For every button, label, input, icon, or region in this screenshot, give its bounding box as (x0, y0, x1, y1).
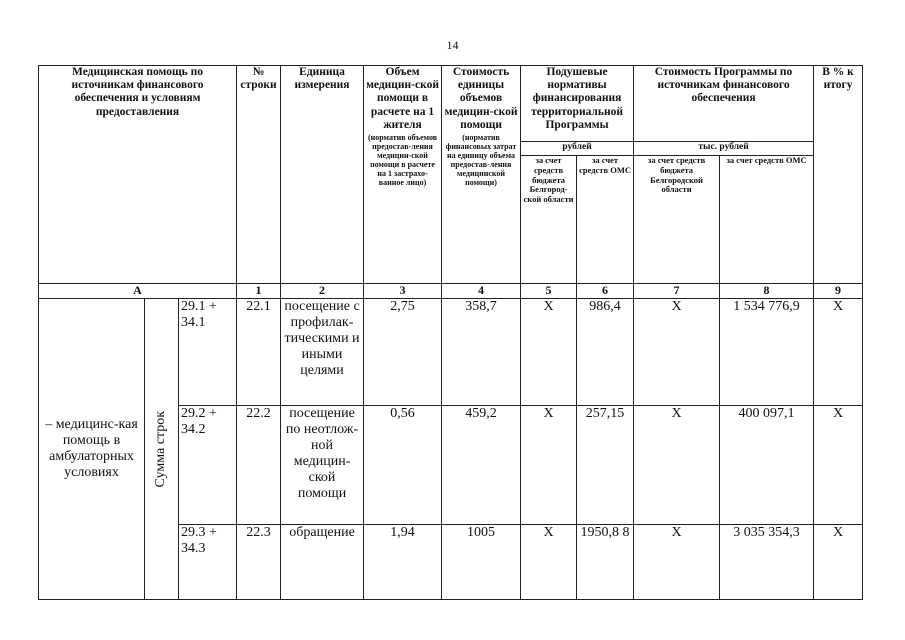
header-medical-care: Медицинская помощь по источникам финансового обеспечения и условиям предоставления (39, 66, 237, 284)
line-number: 22.2 (237, 405, 281, 524)
header-per-capita: Подушевые нормативы финансирования территориальной Программы (521, 66, 634, 142)
unit-of-measure: обращение (281, 524, 364, 599)
unit-of-measure: посещение с профилак-тическими и иными целями (281, 298, 364, 405)
volume-value: 2,75 (364, 298, 442, 405)
header-program-cost: Стоимость Программы по источникам финансового обеспечения (634, 66, 814, 142)
volume-value: 1,94 (364, 524, 442, 599)
source-lines: 29.1 + 34.1 (179, 298, 237, 405)
column-number: 4 (442, 284, 521, 299)
header-unit-cost-note: (норматив финансовых затрат на единицу объема предостав-ления медицинской помощи) (445, 133, 517, 187)
column-number: 9 (814, 284, 863, 299)
oms-cost-value: 400 097,1 (720, 405, 814, 524)
oms-per-capita-value: 1950,8 8 (577, 524, 634, 599)
header-unit-cost (442, 66, 521, 284)
budget-cost-value: X (634, 405, 720, 524)
header-unit-cost-title: Стоимость единицы объемов медицин-ской помощи (444, 66, 518, 131)
header-program-cost-unit: тыс. рублей (634, 142, 814, 156)
header-budget-cost: за счет средств бюджета Белгородской области (634, 156, 720, 284)
sum-of-rows-label: Сумма строк (153, 410, 169, 488)
budget-per-capita-value: X (521, 524, 577, 599)
budget-cost-value: X (634, 298, 720, 405)
column-number: 8 (720, 284, 814, 299)
column-number: 7 (634, 284, 720, 299)
sum-of-rows-cell (145, 298, 179, 599)
unit-cost-value: 358,7 (442, 298, 521, 405)
header-volume (364, 66, 442, 284)
budget-per-capita-value: X (521, 405, 577, 524)
line-number: 22.1 (237, 298, 281, 405)
line-number: 22.3 (237, 524, 281, 599)
header-oms-per-capita: за счет средств ОМС (577, 156, 634, 284)
header-percent: В % к итогу (814, 66, 863, 284)
header-line-number: № строки (237, 66, 281, 284)
oms-cost-value: 3 035 354,3 (720, 524, 814, 599)
column-number: 5 (521, 284, 577, 299)
column-number: 1 (237, 284, 281, 299)
unit-cost-value: 1005 (442, 524, 521, 599)
column-number: 6 (577, 284, 634, 299)
unit-cost-value: 459,2 (442, 405, 521, 524)
oms-per-capita-value: 986,4 (577, 298, 634, 405)
column-number: 3 (364, 284, 442, 299)
oms-per-capita-value: 257,15 (577, 405, 634, 524)
volume-value: 0,56 (364, 405, 442, 524)
header-oms-cost: за счет средств ОМС (720, 156, 814, 284)
budget-per-capita-value: X (521, 298, 577, 405)
source-lines: 29.3 + 34.3 (179, 524, 237, 599)
header-per-capita-unit: рублей (521, 142, 634, 156)
source-lines: 29.2 + 34.2 (179, 405, 237, 524)
column-number: 2 (281, 284, 364, 299)
percent-value: X (814, 405, 863, 524)
page-number: 14 (446, 38, 459, 52)
unit-of-measure: посещение по неотлож-ной медицин-ской помощи (281, 405, 364, 524)
financing-table (38, 65, 863, 600)
header-budget-per-capita: за счет средств бюджета Белгород-ской области (521, 156, 577, 284)
budget-cost-value: X (634, 524, 720, 599)
header-volume-title: Объем медицин-ской помощи в расчете на 1 жителя (366, 66, 439, 131)
percent-value: X (814, 298, 863, 405)
header-unit: Единица измерения (281, 66, 364, 284)
column-number: А (39, 284, 237, 299)
header-volume-note: (норматив объемов предостав-ления медицин-ской помощи в расчете на 1 застрахо-ванное лицо) (367, 133, 438, 187)
oms-cost-value: 1 534 776,9 (720, 298, 814, 405)
percent-value: X (814, 524, 863, 599)
section-label: – медицинс-кая помощь в амбулаторных условиях (39, 298, 145, 599)
